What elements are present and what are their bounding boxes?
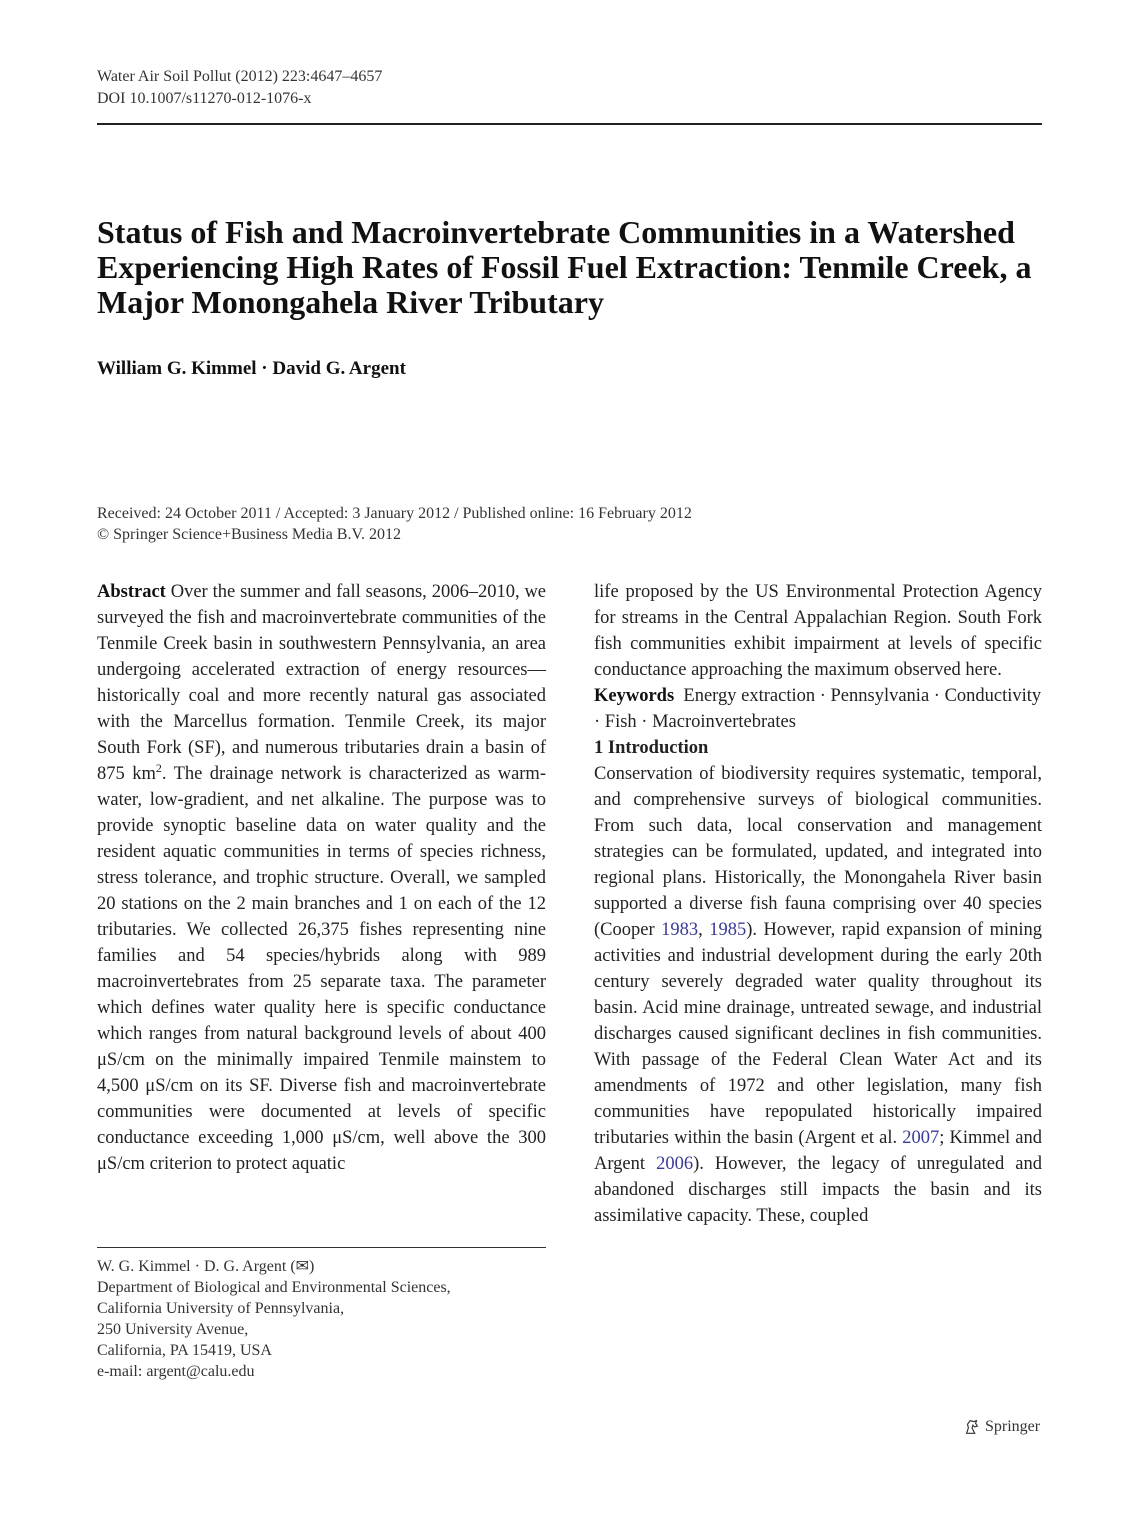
intro-text-4: ; Kimmel and Argent bbox=[594, 1128, 1042, 1174]
springer-horse-icon bbox=[963, 1418, 981, 1436]
journal-header bbox=[97, 66, 382, 110]
citation-link[interactable]: 2007 bbox=[902, 1128, 940, 1148]
right-column bbox=[594, 579, 1042, 1229]
abstract bbox=[97, 579, 546, 1177]
author-affiliation bbox=[97, 1256, 451, 1382]
article-title: Status of Fish and Macroinvertebrate Communities in a Watershed Experiencing High Rates of Fossil Fuel Extraction: Tenmile Creek, a Major Monongahela River Tributary bbox=[97, 214, 1032, 320]
abstract-label: Abstract bbox=[97, 582, 166, 602]
citation-link[interactable]: 1983 bbox=[661, 920, 699, 940]
footnote-dept: Department of Biological and Environmental Sciences, bbox=[97, 1279, 451, 1296]
footnote-street: 250 University Avenue, bbox=[97, 1321, 249, 1338]
publisher-name: Springer bbox=[985, 1418, 1041, 1435]
doi[interactable]: DOI 10.1007/s11270-012-1076-x bbox=[97, 90, 312, 107]
journal-citation: Water Air Soil Pollut (2012) 223:4647–4657 bbox=[97, 68, 383, 85]
footnote-email[interactable]: e-mail: argent@calu.edu bbox=[97, 1363, 255, 1380]
intro-text-2: , bbox=[698, 920, 710, 940]
intro-text-5: ). However, the legacy of unregulated and abandoned discharges still impacts the basin and its assimilative capacity. These, coupled bbox=[594, 1154, 1042, 1226]
footnote-city: California, PA 15419, USA bbox=[97, 1342, 272, 1359]
header-rule bbox=[97, 123, 1042, 125]
introduction-text bbox=[594, 761, 1042, 1229]
keywords-text: Energy extraction · Pennsylvania · Conductivity · Fish · Macroinvertebrates bbox=[594, 686, 1042, 732]
keywords bbox=[594, 683, 1042, 735]
publisher-logo bbox=[963, 1418, 1040, 1436]
abstract-text-1: Over the summer and fall seasons, 2006–2010, we surveyed the fish and macroinvertebrate communities of the Tenmile Creek basin in southwestern Pennsylvania, an area undergoing accelerated extraction of energy resources—historically coal and more recently natural gas associated with the Marcellus formation. Tenmile Creek, its major South Fork (SF), and numerous tributaries drain a basin of 875 km bbox=[97, 582, 547, 784]
abstract-text-2: . The drainage network is characterized as warm-water, low-gradient, and net alkaline. The purpose was to provide synoptic baseline data on water quality and the resident aquatic communities in terms of species richness, stress tolerance, and trophic structure. Overall, we sampled 20 stations on the 2 main branches and 1 on each of the 12 tributaries. We collected 26,375 fishes representing nine families and 54 species/hybrids along with 989 macroinvertebrates from 25 separate taxa. The parameter which defines water quality here is specific conductance which ranges from natural background levels of about 400 μS/cm on the minimally impaired Tenmile mainstem to 4,500 μS/cm on its SF. Diverse fish and macroinvertebrate communities were documented at levels of specific conductance exceeding 1,000 μS/cm, well above the 300 μS/cm criterion to protect aquatic bbox=[97, 764, 546, 1174]
dates-line: Received: 24 October 2011 / Accepted: 3 January 2012 / Published online: 16 February 2012 bbox=[97, 505, 692, 522]
left-column bbox=[97, 579, 546, 1177]
section-heading: 1 Introduction bbox=[594, 738, 709, 758]
copyright-line: © Springer Science+Business Media B.V. 2012 bbox=[97, 526, 401, 543]
authors: William G. Kimmel · David G. Argent bbox=[97, 358, 406, 379]
citation-link[interactable]: 2006 bbox=[656, 1154, 694, 1174]
citation-link[interactable]: 1985 bbox=[709, 920, 747, 940]
intro-text-1: Conservation of biodiversity requires systematic, temporal, and comprehensive surveys of biological communities. From such data, local conservation and management strategies can be formulated, updated, and integrated into regional plans. Historically, the Monongahela River basin supported a diverse fish fauna comprising over 40 species (Cooper bbox=[594, 764, 1042, 940]
footnote-rule bbox=[97, 1247, 546, 1248]
keywords-label: Keywords bbox=[594, 686, 675, 706]
intro-text-3: ). However, rapid expansion of mining activities and industrial development during the early 20th century severely degraded water quality throughout its basin. Acid mine drainage, untreated sewage, and industrial discharges caused significant declines in fish communities. With passage of the Federal Clean Water Act and its amendments of 1972 and other legislation, many fish communities have repopulated historically impaired tributaries within the basin (Argent et al. bbox=[594, 920, 1043, 1148]
superscript: 2 bbox=[155, 760, 162, 775]
footnote-authors: W. G. Kimmel · D. G. Argent (✉) bbox=[97, 1258, 315, 1275]
publication-info bbox=[97, 503, 692, 545]
abstract-continuation: life proposed by the US Environmental Protection Agency for streams in the Central Appalachian Region. South Fork fish communities exhibit impairment at levels of specific conductance approaching the maximum observed here. bbox=[594, 582, 1042, 680]
footnote-univ: California University of Pennsylvania, bbox=[97, 1300, 345, 1317]
